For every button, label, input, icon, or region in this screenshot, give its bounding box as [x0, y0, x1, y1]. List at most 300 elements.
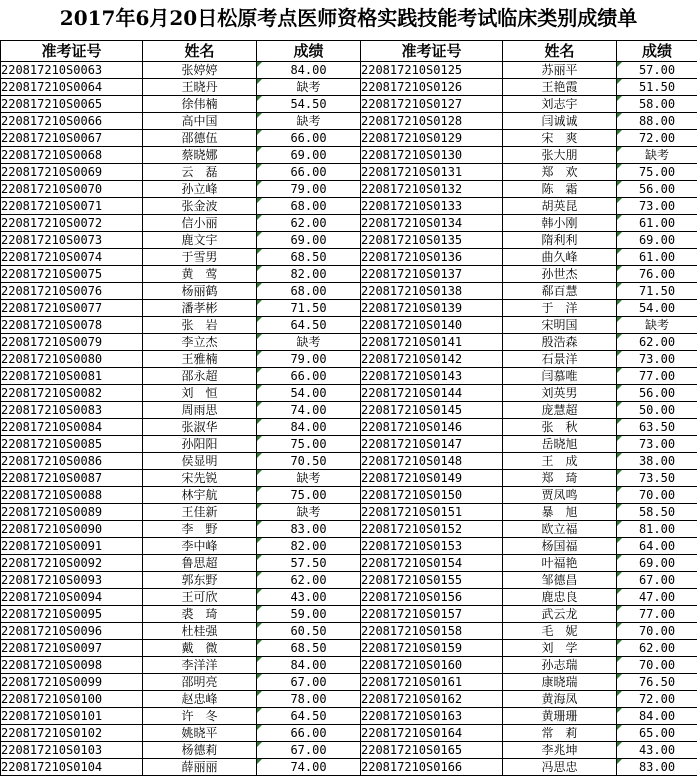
exam-id-cell: 220817210S0077	[1, 300, 143, 317]
name-cell: 欧立福	[503, 521, 617, 538]
score-cell: 43.00	[617, 742, 697, 759]
table-row	[1, 266, 697, 283]
name-cell: 孙世杰	[503, 266, 617, 283]
name-cell: 庞慧超	[503, 402, 617, 419]
score-cell: 62.00	[617, 640, 697, 657]
table-row	[1, 300, 697, 317]
score-cell: 78.00	[257, 691, 361, 708]
name-cell: 刘 恒	[143, 385, 257, 402]
score-cell: 82.00	[257, 538, 361, 555]
score-cell: 50.00	[617, 402, 697, 419]
score-cell: 70.50	[257, 453, 361, 470]
name-cell: 毛 妮	[503, 623, 617, 640]
name-cell: 张 秋	[503, 419, 617, 436]
score-cell: 缺考	[257, 470, 361, 487]
exam-id-cell: 220817210S0143	[361, 368, 503, 385]
name-cell: 裘 琦	[143, 606, 257, 623]
name-cell: 李 野	[143, 521, 257, 538]
table-row	[1, 334, 697, 351]
name-cell: 冯思忠	[503, 759, 617, 776]
exam-id-cell: 220817210S0097	[1, 640, 143, 657]
exam-id-cell: 220817210S0063	[1, 62, 143, 79]
score-cell: 69.00	[257, 147, 361, 164]
exam-id-cell: 220817210S0094	[1, 589, 143, 606]
exam-id-cell: 220817210S0137	[361, 266, 503, 283]
name-cell: 李立杰	[143, 334, 257, 351]
score-cell: 73.50	[617, 470, 697, 487]
exam-id-cell: 220817210S0132	[361, 181, 503, 198]
score-cell: 84.00	[257, 657, 361, 674]
name-cell: 许 冬	[143, 708, 257, 725]
exam-id-cell: 220817210S0160	[361, 657, 503, 674]
table-row	[1, 283, 697, 300]
exam-id-cell: 220817210S0157	[361, 606, 503, 623]
table-row	[1, 691, 697, 708]
table-row	[1, 623, 697, 640]
name-cell: 姚晓平	[143, 725, 257, 742]
exam-id-cell: 220817210S0074	[1, 249, 143, 266]
exam-id-cell: 220817210S0073	[1, 232, 143, 249]
score-cell: 64.50	[257, 708, 361, 725]
score-cell: 71.50	[617, 283, 697, 300]
exam-id-cell: 220817210S0162	[361, 691, 503, 708]
name-cell: 陈 霜	[503, 181, 617, 198]
exam-id-cell: 220817210S0067	[1, 130, 143, 147]
score-cell: 73.00	[617, 436, 697, 453]
exam-id-cell: 220817210S0161	[361, 674, 503, 691]
exam-id-cell: 220817210S0101	[1, 708, 143, 725]
table-row	[1, 606, 697, 623]
exam-id-cell: 220817210S0133	[361, 198, 503, 215]
table-row	[1, 453, 697, 470]
exam-id-cell: 220817210S0091	[1, 538, 143, 555]
name-cell: 石景洋	[503, 351, 617, 368]
score-cell: 73.00	[617, 198, 697, 215]
name-cell: 李中峰	[143, 538, 257, 555]
exam-id-cell: 220817210S0159	[361, 640, 503, 657]
name-cell: 岳晓旭	[503, 436, 617, 453]
score-cell: 缺考	[257, 79, 361, 96]
score-cell: 69.00	[257, 232, 361, 249]
header-score: 成绩	[257, 41, 361, 62]
table-row	[1, 130, 697, 147]
score-cell: 66.00	[257, 164, 361, 181]
table-row	[1, 79, 697, 96]
score-cell: 72.00	[617, 130, 697, 147]
name-cell: 张婷婷	[143, 62, 257, 79]
exam-id-cell: 220817210S0129	[361, 130, 503, 147]
score-cell: 66.00	[257, 725, 361, 742]
exam-id-cell: 220817210S0103	[1, 742, 143, 759]
score-cell: 缺考	[257, 334, 361, 351]
name-cell: 殷浩森	[503, 334, 617, 351]
exam-id-cell: 220817210S0099	[1, 674, 143, 691]
name-cell: 李洋洋	[143, 657, 257, 674]
name-cell: 宋 爽	[503, 130, 617, 147]
score-cell: 58.50	[617, 504, 697, 521]
name-cell: 叶福艳	[503, 555, 617, 572]
table-row	[1, 470, 697, 487]
exam-id-cell: 220817210S0126	[361, 79, 503, 96]
name-cell: 邵明亮	[143, 674, 257, 691]
name-cell: 张金波	[143, 198, 257, 215]
name-cell: 孙志瑞	[503, 657, 617, 674]
exam-id-cell: 220817210S0164	[361, 725, 503, 742]
table-row	[1, 725, 697, 742]
score-cell: 60.50	[257, 623, 361, 640]
table-row	[1, 521, 697, 538]
name-cell: 鹿忠良	[503, 589, 617, 606]
page-title: 2017年6月20日松原考点医师资格实践技能考试临床类别成绩单	[0, 0, 697, 36]
score-cell: 67.00	[257, 674, 361, 691]
name-cell: 郑 欢	[503, 164, 617, 181]
table-row	[1, 215, 697, 232]
exam-id-cell: 220817210S0078	[1, 317, 143, 334]
score-cell: 77.00	[617, 606, 697, 623]
score-cell: 54.00	[617, 300, 697, 317]
score-cell: 84.00	[257, 419, 361, 436]
score-cell: 68.00	[257, 198, 361, 215]
exam-id-cell: 220817210S0082	[1, 385, 143, 402]
table-row	[1, 504, 697, 521]
name-cell: 黄海凤	[503, 691, 617, 708]
table-row	[1, 317, 697, 334]
exam-id-cell: 220817210S0155	[361, 572, 503, 589]
table-row	[1, 232, 697, 249]
table-row	[1, 249, 697, 266]
name-cell: 王 成	[503, 453, 617, 470]
score-cell: 75.00	[257, 487, 361, 504]
exam-id-cell: 220817210S0131	[361, 164, 503, 181]
exam-id-cell: 220817210S0080	[1, 351, 143, 368]
exam-id-cell: 220817210S0069	[1, 164, 143, 181]
exam-id-cell: 220817210S0148	[361, 453, 503, 470]
score-cell: 74.00	[257, 759, 361, 776]
table-row	[1, 589, 697, 606]
exam-id-cell: 220817210S0135	[361, 232, 503, 249]
score-cell: 63.50	[617, 419, 697, 436]
score-cell: 72.00	[617, 691, 697, 708]
exam-id-cell: 220817210S0065	[1, 96, 143, 113]
name-cell: 林宇航	[143, 487, 257, 504]
score-cell: 62.00	[617, 334, 697, 351]
name-cell: 孙阳阳	[143, 436, 257, 453]
score-table	[0, 40, 697, 776]
name-cell: 于雪男	[143, 249, 257, 266]
name-cell: 徐伟楠	[143, 96, 257, 113]
name-cell: 杨丽鹤	[143, 283, 257, 300]
table-row	[1, 419, 697, 436]
table-row	[1, 674, 697, 691]
name-cell: 康晓瑞	[503, 674, 617, 691]
exam-id-cell: 220817210S0145	[361, 402, 503, 419]
score-cell: 75.00	[257, 436, 361, 453]
exam-id-cell: 220817210S0096	[1, 623, 143, 640]
name-cell: 邵德伍	[143, 130, 257, 147]
table-body	[1, 62, 697, 776]
name-cell: 王可欣	[143, 589, 257, 606]
table-row	[1, 198, 697, 215]
exam-id-cell: 220817210S0142	[361, 351, 503, 368]
score-cell: 57.00	[617, 62, 697, 79]
name-cell: 蔡晓娜	[143, 147, 257, 164]
score-cell: 缺考	[617, 147, 697, 164]
score-cell: 71.50	[257, 300, 361, 317]
score-cell: 54.50	[257, 96, 361, 113]
score-cell: 61.00	[617, 215, 697, 232]
exam-id-cell: 220817210S0141	[361, 334, 503, 351]
name-cell: 刘英男	[503, 385, 617, 402]
score-cell: 69.00	[617, 232, 697, 249]
exam-id-cell: 220817210S0090	[1, 521, 143, 538]
score-cell: 62.00	[257, 572, 361, 589]
score-cell: 76.50	[617, 674, 697, 691]
name-cell: 苏丽平	[503, 62, 617, 79]
name-cell: 杨国福	[503, 538, 617, 555]
name-cell: 闫慕唯	[503, 368, 617, 385]
exam-id-cell: 220817210S0068	[1, 147, 143, 164]
exam-id-cell: 220817210S0076	[1, 283, 143, 300]
score-cell: 57.50	[257, 555, 361, 572]
table-row	[1, 113, 697, 130]
header-id: 准考证号	[1, 41, 143, 62]
exam-id-cell: 220817210S0086	[1, 453, 143, 470]
name-cell: 潘孝彬	[143, 300, 257, 317]
exam-id-cell: 220817210S0136	[361, 249, 503, 266]
name-cell: 杜桂强	[143, 623, 257, 640]
score-cell: 56.00	[617, 385, 697, 402]
exam-id-cell: 220817210S0093	[1, 572, 143, 589]
name-cell: 高中国	[143, 113, 257, 130]
table-row	[1, 351, 697, 368]
score-cell: 缺考	[257, 113, 361, 130]
table-row	[1, 640, 697, 657]
table-row	[1, 708, 697, 725]
score-cell: 81.00	[617, 521, 697, 538]
score-cell: 76.00	[617, 266, 697, 283]
exam-id-cell: 220817210S0147	[361, 436, 503, 453]
exam-id-cell: 220817210S0095	[1, 606, 143, 623]
exam-id-cell: 220817210S0087	[1, 470, 143, 487]
name-cell: 暴 旭	[503, 504, 617, 521]
table-row	[1, 759, 697, 776]
score-cell: 74.00	[257, 402, 361, 419]
exam-id-cell: 220817210S0092	[1, 555, 143, 572]
table-row	[1, 62, 697, 79]
exam-id-cell: 220817210S0149	[361, 470, 503, 487]
exam-id-cell: 220817210S0163	[361, 708, 503, 725]
table-row	[1, 402, 697, 419]
exam-id-cell: 220817210S0081	[1, 368, 143, 385]
score-cell: 70.00	[617, 623, 697, 640]
score-cell: 65.00	[617, 725, 697, 742]
name-cell: 黄 莺	[143, 266, 257, 283]
name-cell: 戴 微	[143, 640, 257, 657]
exam-id-cell: 220817210S0100	[1, 691, 143, 708]
exam-id-cell: 220817210S0127	[361, 96, 503, 113]
exam-id-cell: 220817210S0088	[1, 487, 143, 504]
name-cell: 郗百慧	[503, 283, 617, 300]
header-score: 成绩	[617, 41, 697, 62]
score-cell: 75.00	[617, 164, 697, 181]
score-cell: 54.00	[257, 385, 361, 402]
score-cell: 79.00	[257, 181, 361, 198]
exam-id-cell: 220817210S0128	[361, 113, 503, 130]
name-cell: 信小丽	[143, 215, 257, 232]
name-cell: 邵永超	[143, 368, 257, 385]
score-cell: 69.00	[617, 555, 697, 572]
exam-id-cell: 220817210S0071	[1, 198, 143, 215]
exam-id-cell: 220817210S0166	[361, 759, 503, 776]
exam-id-cell: 220817210S0146	[361, 419, 503, 436]
score-cell: 67.00	[257, 742, 361, 759]
exam-id-cell: 220817210S0066	[1, 113, 143, 130]
name-cell: 曲久峰	[503, 249, 617, 266]
exam-id-cell: 220817210S0151	[361, 504, 503, 521]
name-cell: 云 磊	[143, 164, 257, 181]
exam-id-cell: 220817210S0134	[361, 215, 503, 232]
score-cell: 88.00	[617, 113, 697, 130]
exam-id-cell: 220817210S0083	[1, 402, 143, 419]
exam-id-cell: 220817210S0064	[1, 79, 143, 96]
header-name: 姓名	[503, 41, 617, 62]
table-row	[1, 538, 697, 555]
name-cell: 张淑华	[143, 419, 257, 436]
table-row	[1, 368, 697, 385]
exam-id-cell: 220817210S0138	[361, 283, 503, 300]
exam-id-cell: 220817210S0150	[361, 487, 503, 504]
score-cell: 83.00	[257, 521, 361, 538]
exam-id-cell: 220817210S0102	[1, 725, 143, 742]
exam-id-cell: 220817210S0085	[1, 436, 143, 453]
name-cell: 薛丽丽	[143, 759, 257, 776]
score-cell: 66.00	[257, 368, 361, 385]
score-cell: 66.00	[257, 130, 361, 147]
score-cell: 59.00	[257, 606, 361, 623]
table-row	[1, 181, 697, 198]
name-cell: 贾凤鸣	[503, 487, 617, 504]
exam-id-cell: 220817210S0084	[1, 419, 143, 436]
score-cell: 83.00	[617, 759, 697, 776]
header-name: 姓名	[143, 41, 257, 62]
name-cell: 杨德莉	[143, 742, 257, 759]
table-row	[1, 436, 697, 453]
exam-id-cell: 220817210S0079	[1, 334, 143, 351]
exam-id-cell: 220817210S0089	[1, 504, 143, 521]
name-cell: 刘 学	[503, 640, 617, 657]
exam-id-cell: 220817210S0140	[361, 317, 503, 334]
score-cell: 47.00	[617, 589, 697, 606]
table-row	[1, 164, 697, 181]
score-cell: 82.00	[257, 266, 361, 283]
name-cell: 刘志宇	[503, 96, 617, 113]
score-cell: 84.00	[617, 708, 697, 725]
score-cell: 68.00	[257, 283, 361, 300]
name-cell: 常 莉	[503, 725, 617, 742]
name-cell: 李兆坤	[503, 742, 617, 759]
name-cell: 鲁思超	[143, 555, 257, 572]
name-cell: 王艳霞	[503, 79, 617, 96]
score-cell: 58.00	[617, 96, 697, 113]
table-row	[1, 487, 697, 504]
name-cell: 于 洋	[503, 300, 617, 317]
exam-id-cell: 220817210S0098	[1, 657, 143, 674]
score-cell: 缺考	[257, 504, 361, 521]
name-cell: 张 岩	[143, 317, 257, 334]
name-cell: 闫诚诚	[503, 113, 617, 130]
exam-id-cell: 220817210S0153	[361, 538, 503, 555]
name-cell: 郭东野	[143, 572, 257, 589]
exam-id-cell: 220817210S0144	[361, 385, 503, 402]
name-cell: 邹德昌	[503, 572, 617, 589]
name-cell: 胡英昆	[503, 198, 617, 215]
name-cell: 宋先锐	[143, 470, 257, 487]
exam-id-cell: 220817210S0154	[361, 555, 503, 572]
name-cell: 武云龙	[503, 606, 617, 623]
table-row	[1, 147, 697, 164]
table-row	[1, 96, 697, 113]
exam-id-cell: 220817210S0104	[1, 759, 143, 776]
name-cell: 王晓丹	[143, 79, 257, 96]
name-cell: 张大朋	[503, 147, 617, 164]
name-cell: 隋利利	[503, 232, 617, 249]
exam-id-cell: 220817210S0165	[361, 742, 503, 759]
score-cell: 62.00	[257, 215, 361, 232]
score-cell: 73.00	[617, 351, 697, 368]
exam-id-cell: 220817210S0125	[361, 62, 503, 79]
score-cell: 64.00	[617, 538, 697, 555]
score-cell: 64.50	[257, 317, 361, 334]
name-cell: 鹿文宇	[143, 232, 257, 249]
table-row	[1, 572, 697, 589]
header-row	[1, 41, 697, 62]
exam-id-cell: 220817210S0152	[361, 521, 503, 538]
score-cell: 79.00	[257, 351, 361, 368]
score-cell: 68.50	[257, 640, 361, 657]
score-cell: 67.00	[617, 572, 697, 589]
score-cell: 70.00	[617, 657, 697, 674]
name-cell: 黄珊珊	[503, 708, 617, 725]
exam-id-cell: 220817210S0072	[1, 215, 143, 232]
score-cell: 56.00	[617, 181, 697, 198]
score-cell: 68.50	[257, 249, 361, 266]
score-cell: 51.50	[617, 79, 697, 96]
score-cell: 61.00	[617, 249, 697, 266]
score-cell: 缺考	[617, 317, 697, 334]
table-row	[1, 742, 697, 759]
exam-id-cell: 220817210S0070	[1, 181, 143, 198]
exam-id-cell: 220817210S0156	[361, 589, 503, 606]
name-cell: 孙立峰	[143, 181, 257, 198]
score-cell: 38.00	[617, 453, 697, 470]
score-cell: 70.00	[617, 487, 697, 504]
name-cell: 王佳新	[143, 504, 257, 521]
table-row	[1, 385, 697, 402]
score-cell: 77.00	[617, 368, 697, 385]
score-cell: 43.00	[257, 589, 361, 606]
exam-id-cell: 220817210S0158	[361, 623, 503, 640]
header-id: 准考证号	[361, 41, 503, 62]
name-cell: 侯显明	[143, 453, 257, 470]
name-cell: 宋明国	[503, 317, 617, 334]
table-row	[1, 555, 697, 572]
name-cell: 韩小刚	[503, 215, 617, 232]
name-cell: 赵忠峰	[143, 691, 257, 708]
name-cell: 周雨思	[143, 402, 257, 419]
exam-id-cell: 220817210S0130	[361, 147, 503, 164]
exam-id-cell: 220817210S0075	[1, 266, 143, 283]
name-cell: 王雅楠	[143, 351, 257, 368]
